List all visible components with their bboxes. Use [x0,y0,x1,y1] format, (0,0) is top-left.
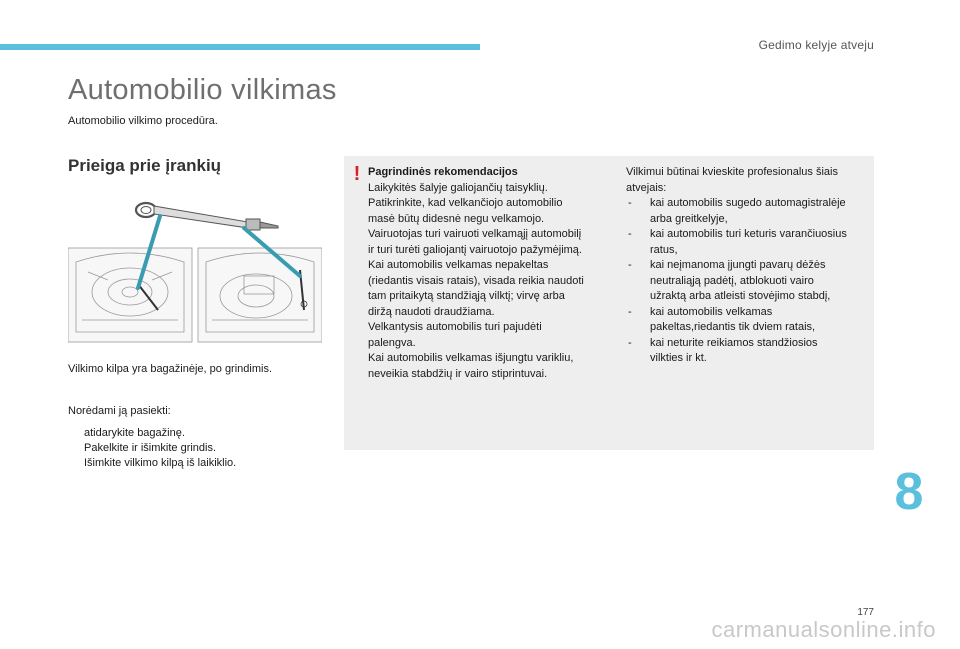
case-line: vilkties ir kt. [650,352,707,364]
list-item [626,305,872,336]
dash-marker: - [628,336,632,349]
step-text: atidarykite bagažinę. [84,427,185,439]
professional-towing-text [626,165,872,367]
recommendation-line: neveikia stabdžių ir vairo stiprintuvai. [368,367,548,380]
list-item [68,426,236,441]
recommendation-line: Kai automobilis velkamas nepakeltas [368,259,549,271]
header-accent-bar [0,44,480,50]
case-line: kai neturite reikiamos standžiosios [650,336,818,349]
list-item [626,336,872,367]
professional-cases-list [626,196,872,367]
recommendation-line: Patikrinkite, kad velkančiojo automobilio [368,197,563,209]
intro-text: Automobilio vilkimo procedūra. [68,115,218,127]
recommendation-line: ir turi turėti galiojantį vairuotojo pažymėjimą. [368,243,582,256]
case-line: arba greitkelyje, [650,212,728,225]
case-line: kai automobilis sugedo automagistralėje [650,197,846,209]
recommendation-line: Velkantysis automobilis turi pajudėti [368,321,542,333]
recommendation-line: palengva. [368,336,416,349]
list-item [626,196,872,227]
case-line: pakeltas,riedantis tik dviem ratais, [650,321,816,333]
recommendation-line: diržą naudoti draudžiama. [368,305,495,318]
recommendation-line: Kai automobilis velkamas išjungtu varikliu, [368,352,574,364]
case-line: kai automobilis velkamas [650,305,773,318]
steps-list [68,426,236,471]
list-item [68,456,236,471]
chapter-number: 8 [894,463,924,521]
recommendation-line: (riedantis visais ratais), visada reikia naudoti [368,274,584,287]
trunk-view-left-icon [68,248,192,342]
case-line: kai neįmanoma įjungti pavarų dėžės [650,259,826,271]
case-line: neutraliąją padėtį, atblokuoti vairo [650,274,814,287]
recommendations-text [368,165,604,382]
section-title: Prieiga prie įrankių [68,156,222,175]
page-title: Automobilio vilkimas [68,74,337,106]
caption-text: Vilkimo kilpa yra bagažinėje, po grindimis. [68,363,273,375]
section-header: Gedimo kelyje atveju [758,38,874,52]
dash-marker: - [628,259,632,271]
dash-marker: - [628,197,632,209]
instructions-lead: Norėdami ją pasiekti: [68,405,171,417]
recommendations-heading: Pagrindinės rekomendacijos [368,166,518,178]
exclamation-icon: ! [353,163,361,185]
trunk-view-right-icon [198,248,322,342]
recommendation-line: Vairuotojas turi vairuoti velkamąjį automobilį [368,228,582,240]
towing-eye-illustration [68,192,322,344]
dash-marker: - [628,305,632,318]
recommendation-line: Laikykitės šalyje galiojančių taisyklių. [368,181,548,194]
step-text: Išimkite vilkimo kilpą iš laikiklio. [84,457,237,469]
dash-marker: - [628,228,632,240]
professional-intro-line: atvejais: [626,181,667,194]
recommendation-line: tam pritaikytą standžiąją vilktį; virvę arba [368,290,565,302]
professional-intro-line: Vilkimui būtinai kvieskite profesionalus šiais [626,166,838,178]
list-item [626,227,872,258]
list-item [626,258,872,305]
case-line: ratus, [650,243,678,256]
page-number: 177 [857,607,874,618]
step-text: Pakelkite ir išimkite grindis. [84,442,217,454]
recommendation-line: masė būtų didesnė negu velkamojo. [368,212,545,225]
list-item [68,441,236,456]
case-line: užraktą arba atleisti stovėjimo stabdį, [650,290,831,302]
watermark: carmanualsonline.info [711,617,936,642]
case-line: kai automobilis turi keturis varančiuosius [650,228,847,240]
